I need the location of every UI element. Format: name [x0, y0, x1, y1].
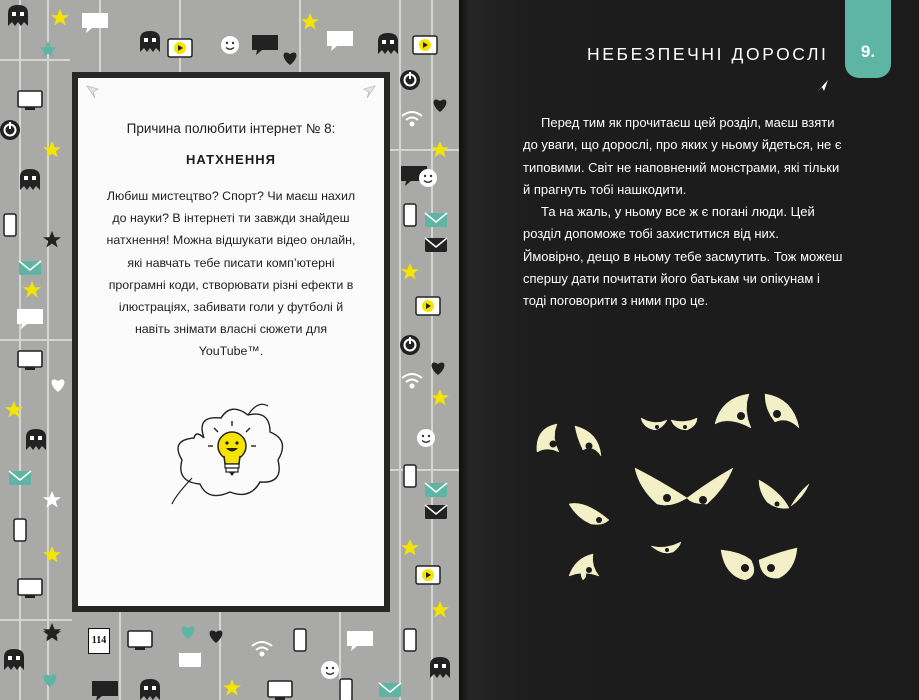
card-heading: Причина полюбити інтернет № 8: [126, 121, 336, 136]
chapter-tab [845, 0, 891, 78]
lightbulb-icon [166, 400, 296, 510]
right-page [459, 0, 919, 700]
card-title: НАТХНЕННЯ [186, 152, 276, 167]
pin-icon [84, 83, 102, 101]
quote-card [72, 72, 390, 612]
intro-paragraph: Та на жаль, у ньому все ж є погані люди. Цей розділ допоможе тобі захиститися від них. Ймовірно, дещо в ньому тебе засмутить. Тож можеш спершу дати почитати його батькам чи опікунам і тоді поговорити з ними про це. [523, 204, 843, 309]
pin-icon [360, 83, 378, 101]
chapter-title: НЕБЕЗПЕЧНІ ДОРОСЛІ [587, 44, 829, 64]
cursor-arrow-icon [816, 79, 830, 93]
quote-card-inner [78, 78, 384, 606]
glowing-eyes-icon [459, 380, 919, 600]
page-number: 114 [88, 628, 110, 654]
chapter-number: 9. [860, 42, 876, 61]
card-body-text: Любиш мистецтво? Спорт? Чи маєш нахил до науки? В інтернеті ти завжди знайдеш натхнення! Можна відшукати відео онлайн, які навчать тебе писати комп’ютерні програмні коди, створювати різні ефекти в ілюстраціях, забивати голи у футболі й навіть знімати власні сюжети для YouTube™. [106, 189, 356, 359]
intro-text [523, 112, 843, 313]
left-page [0, 0, 459, 700]
intro-paragraph: Перед тим як прочитаєш цей розділ, маєш взяти до уваги, що дорослі, про яких у ньому йдеться, не є типовими. Світ не наповнений монстрами, які тільки й прагнуть тобі нашкодити. [523, 115, 842, 197]
